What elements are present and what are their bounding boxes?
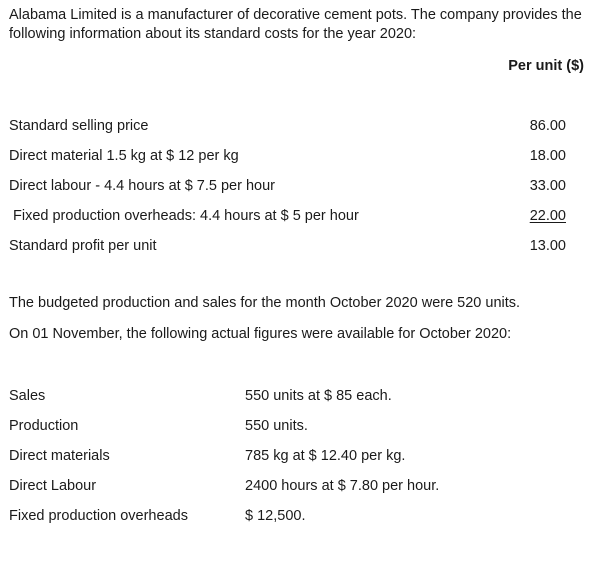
actual-sales-label: Sales	[9, 388, 46, 404]
actual-direct-labour-value: 2400 hours at $ 7.80 per hour.	[245, 478, 440, 494]
actual-direct-labour-label: Direct Labour	[9, 478, 97, 494]
standard-selling-price-value: 86.00	[529, 118, 566, 134]
direct-material-value: 18.00	[529, 148, 566, 164]
actual-fixed-overheads-value: $ 12,500.	[245, 508, 306, 524]
standard-profit-label: Standard profit per unit	[9, 238, 157, 254]
actual-direct-materials-label: Direct materials	[9, 448, 110, 464]
fixed-overheads-value: 22.00	[529, 208, 566, 224]
intro-paragraph: Alabama Limited is a manufacturer of decorative cement pots. The company provides the following information about its standard costs for the year 2020:	[9, 7, 582, 42]
actual-sales-value: 550 units at $ 85 each.	[245, 388, 392, 404]
actual-direct-materials-value: 785 kg at $ 12.40 per kg.	[245, 448, 406, 464]
standard-profit-value: 13.00	[529, 238, 566, 254]
direct-labour-label: Direct labour - 4.4 hours at $ 7.5 per hour	[9, 178, 275, 194]
direct-labour-value: 33.00	[529, 178, 566, 194]
fixed-overheads-label: Fixed production overheads: 4.4 hours at $ 5 per hour	[13, 208, 359, 224]
budget-paragraph: The budgeted production and sales for the month October 2020 were 520 units.	[9, 295, 521, 311]
actuals-intro-paragraph: On 01 November, the following actual figures were available for October 2020:	[9, 326, 512, 342]
actual-production-label: Production	[9, 418, 79, 434]
per-unit-column-header: Per unit ($)	[508, 58, 584, 74]
direct-material-label: Direct material 1.5 kg at $ 12 per kg	[9, 148, 239, 164]
actual-production-value: 550 units.	[245, 418, 308, 434]
actual-fixed-overheads-label: Fixed production overheads	[9, 508, 188, 524]
standard-selling-price-label: Standard selling price	[9, 118, 149, 134]
